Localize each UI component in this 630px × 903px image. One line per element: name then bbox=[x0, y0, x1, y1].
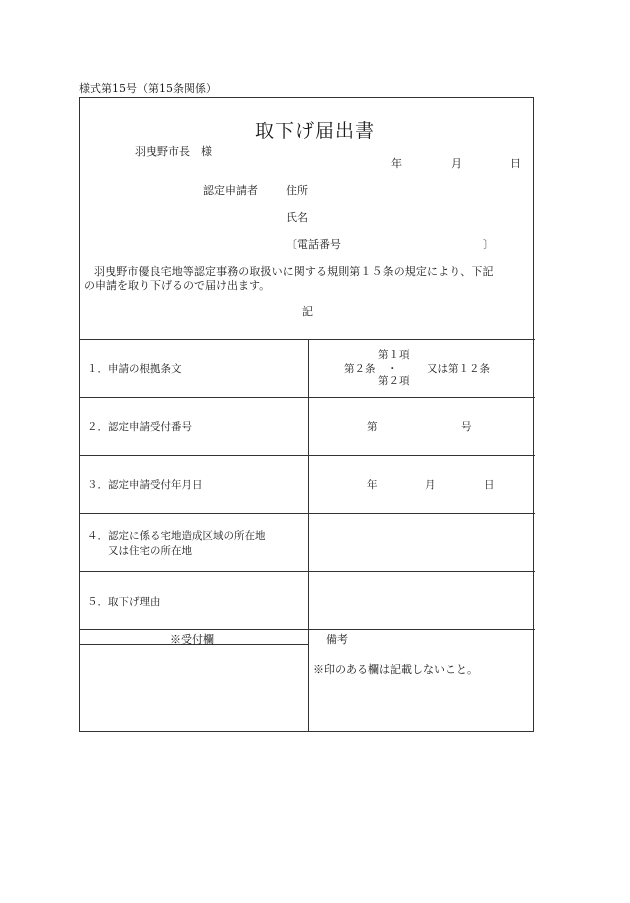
remarks-label: 備考 bbox=[326, 633, 348, 646]
basis-alt: 又は第１２条 bbox=[427, 363, 490, 375]
row-divider-1 bbox=[79, 397, 535, 398]
body-text-line-1: 羽曳野市優良宅地等認定事務の取扱いに関する規則第１５条の規定により、下記 bbox=[94, 265, 494, 278]
number-prefix: 第 bbox=[367, 421, 378, 433]
row-1-label: １．申請の根拠条文 bbox=[87, 363, 182, 375]
row-4-label-line-1: ４．認定に係る宅地造成区域の所在地 bbox=[87, 530, 266, 542]
row-5-label: ５．取下げ理由 bbox=[87, 596, 161, 608]
date-year-label: 年 bbox=[391, 157, 402, 170]
basis-kou2: 第２項 bbox=[378, 375, 410, 387]
row-2-label: ２．認定申請受付番号 bbox=[87, 421, 192, 433]
phone-close-bracket: 〕 bbox=[483, 238, 494, 251]
row-divider-2 bbox=[79, 455, 535, 456]
date-day-label: 日 bbox=[510, 157, 521, 170]
header-divider bbox=[79, 339, 535, 340]
ki-heading: 記 bbox=[302, 305, 313, 318]
basis-dot: ・ bbox=[387, 363, 398, 375]
form-number-label: 様式第15号（第15条関係） bbox=[79, 82, 217, 95]
body-text-line-2: の申請を取り下げるので届け出ます。 bbox=[84, 279, 271, 292]
row-4-label-line-2: 又は住宅の所在地 bbox=[108, 545, 192, 557]
received-month-label: 月 bbox=[425, 479, 436, 491]
received-year-label: 年 bbox=[367, 479, 378, 491]
date-month-label: 月 bbox=[451, 157, 462, 170]
row-3-label: ３．認定申請受付年月日 bbox=[87, 479, 203, 491]
column-divider bbox=[308, 339, 309, 732]
remarks-note: ※印のある欄は記載しないこと。 bbox=[313, 663, 478, 676]
document-title: 取下げ届出書 bbox=[254, 120, 375, 142]
number-suffix: 号 bbox=[461, 421, 472, 433]
phone-label: 〔電話番号 bbox=[286, 238, 341, 251]
address-label: 住所 bbox=[286, 184, 308, 197]
row-divider-5 bbox=[79, 629, 535, 630]
reception-label: ※受付欄 bbox=[170, 633, 214, 646]
basis-dai2: 第２条 bbox=[344, 363, 376, 375]
row-divider-3 bbox=[79, 513, 535, 514]
received-day-label: 日 bbox=[484, 479, 495, 491]
applicant-label: 認定申請者 bbox=[203, 184, 258, 197]
basis-kou1: 第１項 bbox=[378, 349, 410, 361]
row-divider-4 bbox=[79, 571, 535, 572]
name-label: 氏名 bbox=[286, 211, 308, 224]
addressee: 羽曳野市長 様 bbox=[135, 145, 212, 158]
